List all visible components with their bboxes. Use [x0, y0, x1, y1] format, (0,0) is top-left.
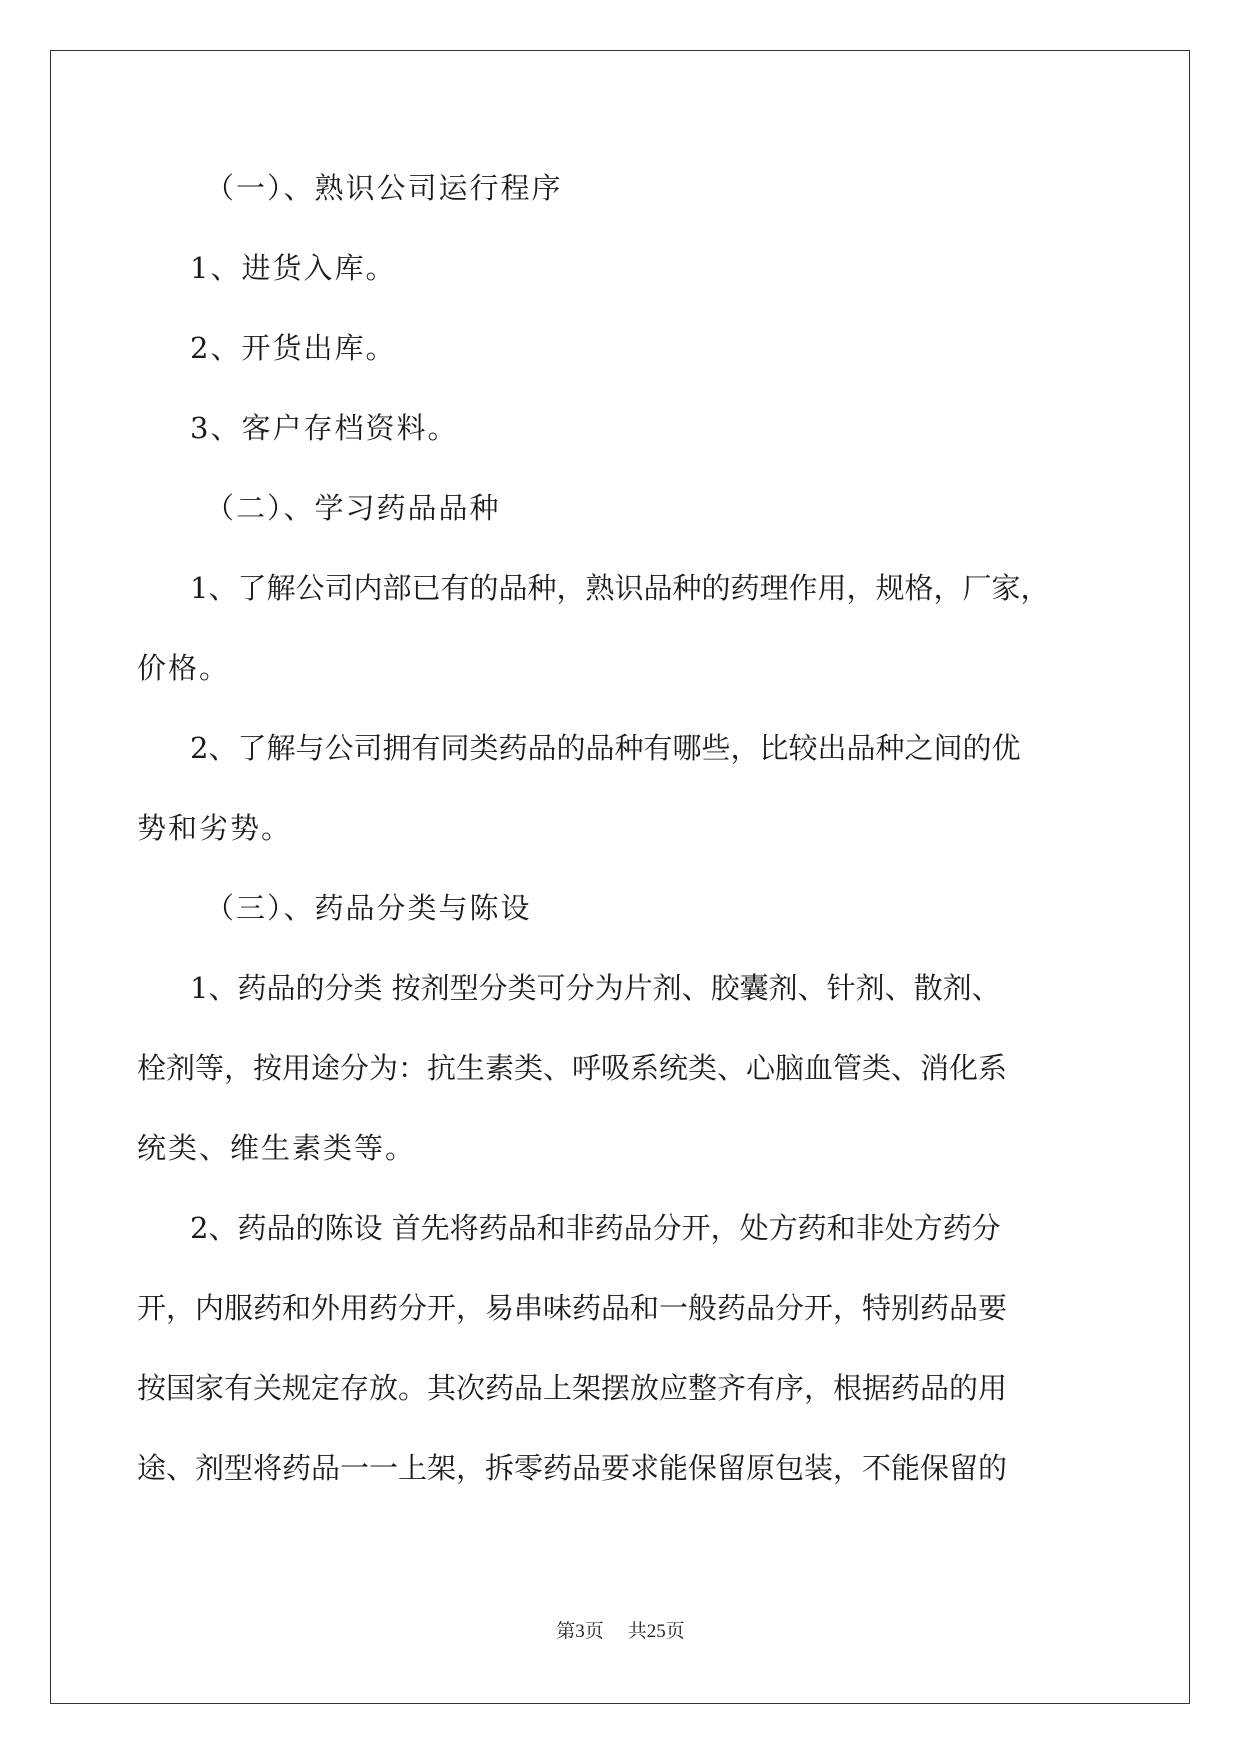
paragraph-line: 2、药品的陈设 首先将药品和非药品分开，处方药和非处方药分: [190, 1211, 1001, 1245]
paragraph-line: 统类、维生素类等。: [137, 1131, 417, 1165]
paragraph-line: 开，内服药和外用药分开，易串味药品和一般药品分开，特别药品要: [137, 1291, 1008, 1325]
paragraph-line: 栓剂等，按用途分为：抗生素类、呼吸系统类、心脑血管类、消化系: [137, 1051, 1008, 1085]
page-number-current: 第3页: [556, 1621, 604, 1642]
paragraph-line: 势和劣势。: [137, 811, 293, 845]
paragraph-line: 按国家有关规定存放。其次药品上架摆放应整齐有序，根据药品的用: [137, 1371, 1008, 1405]
section-heading-1: （一）、熟识公司运行程序: [205, 171, 563, 205]
paragraph-line: 价格。: [137, 651, 231, 685]
page-footer: [0, 1620, 1241, 1644]
paragraph-line: 1、了解公司内部已有的品种，熟识品种的药理作用，规格，厂家，: [190, 571, 1050, 605]
list-item: 2、开货出库。: [190, 331, 397, 365]
list-item: 3、客户存档资料。: [190, 411, 459, 445]
list-item: 1、进货入库。: [190, 251, 397, 285]
paragraph-line: 1、药品的分类 按剂型分类可分为片剂、胶囊剂、针剂、散剂、: [190, 971, 1001, 1005]
page-number-total: 共25页: [627, 1621, 685, 1642]
section-heading-3: （三）、药品分类与陈设: [205, 891, 532, 925]
paragraph-line: 途、剂型将药品一一上架，拆零药品要求能保留原包装，不能保留的: [137, 1451, 1008, 1485]
section-heading-2: （二）、学习药品品种: [205, 491, 501, 525]
paragraph-line: 2、了解与公司拥有同类药品的品种有哪些，比较出品种之间的优: [190, 731, 1021, 765]
